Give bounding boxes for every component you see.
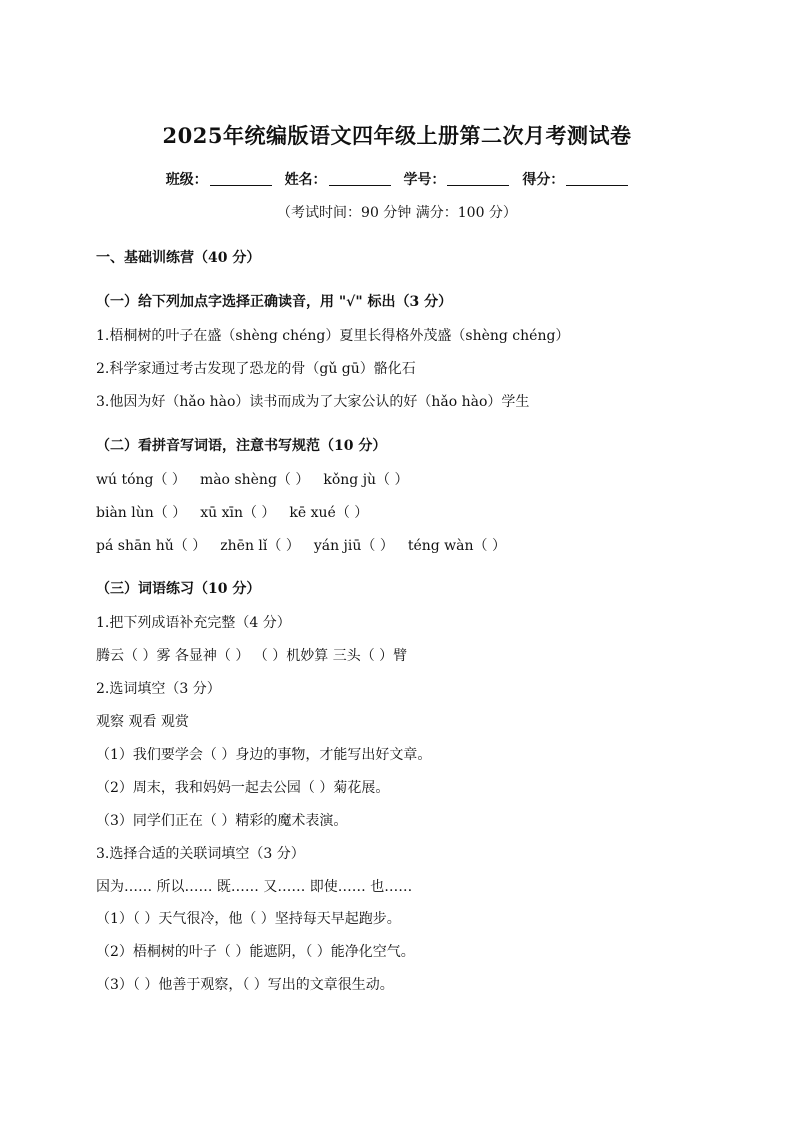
score-label: 得分： [522, 172, 565, 188]
exam-time-note: （考试时间：90 分钟 满分：100 分） [277, 205, 517, 221]
pinyin-item: kē xué（ ） [289, 505, 369, 521]
class-field [166, 169, 272, 189]
part1-heading: （一）给下列加点字选择正确读音，用 "√" 标出（3 分） [96, 294, 453, 310]
word-options: 观察 观看 观赏 [96, 714, 189, 730]
class-label: 班级： [165, 172, 208, 188]
fill-item: （1）（ ）天气很冷，他（ ）坚持每天早起跑步。 [96, 911, 401, 927]
fill-item: （2）周末，我和妈妈一起去公园（ ）菊花展。 [96, 780, 390, 796]
question-label: 3.选择合适的关联词填空（3 分） [96, 846, 305, 862]
pinyin-item: wú tóng（ ） [96, 472, 186, 488]
student-number-field [403, 169, 509, 189]
question-label: 1.把下列成语补充完整（4 分） [96, 615, 291, 631]
score-blank[interactable] [566, 173, 628, 186]
conjunction-options: 因为…… 所以…… 既…… 又…… 即使…… 也…… [96, 879, 413, 895]
pinyin-item: kǒng jù（ ） [323, 472, 409, 488]
pinyin-row [96, 471, 423, 489]
name-field [285, 169, 391, 189]
fill-item: （2）梧桐树的叶子（ ）能遮阴，（ ）能净化空气。 [96, 944, 415, 960]
name-blank[interactable] [329, 173, 391, 186]
student-number-blank[interactable] [447, 173, 509, 186]
pinyin-item: yán jiū（ ） [313, 538, 394, 554]
pinyin-row [96, 504, 382, 522]
fill-item: （3）（ ）他善于观察，（ ）写出的文章很生动。 [96, 977, 394, 993]
student-info-row [0, 169, 794, 189]
pinyin-item: xū xīn（ ） [200, 505, 276, 521]
pinyin-row [96, 537, 520, 555]
pinyin-item: téng wàn（ ） [407, 538, 506, 554]
name-label: 姓名： [284, 172, 327, 188]
part2-heading: （二）看拼音写词语，注意书写规范（10 分） [96, 438, 387, 454]
question-label: 2.选词填空（3 分） [96, 681, 221, 697]
fill-item: （3）同学们正在（ ）精彩的魔术表演。 [96, 813, 348, 829]
student-number-label: 学号： [403, 172, 446, 188]
part1-item: 2.科学家通过考古发现了恐龙的骨（gǔ gū）骼化石 [96, 361, 416, 377]
pinyin-item: mào shèng（ ） [199, 472, 310, 488]
part3-heading: （三）词语练习（10 分） [96, 581, 261, 597]
fill-item: （1）我们要学会（ ）身边的事物，才能写出好文章。 [96, 747, 432, 763]
part1-item: 1.梧桐树的叶子在盛（shèng chéng）夏里长得格外茂盛（shèng chéng） [96, 328, 570, 344]
section1-heading: 一、基础训练营（40 分） [96, 250, 261, 266]
exam-title: 2025年统编版语文四年级上册第二次月考测试卷 [162, 123, 632, 148]
pinyin-item: zhēn lǐ（ ） [220, 538, 300, 554]
score-field [522, 169, 628, 189]
pinyin-item: biàn lùn（ ） [96, 505, 187, 521]
pinyin-item: pá shān hǔ（ ） [96, 538, 207, 554]
part1-item: 3.他因为好（hǎo hào）读书而成为了大家公认的好（hǎo hào）学生 [96, 394, 530, 410]
idiom-blanks: 腾云（ ）雾 各显神（ ） （ ）机妙算 三头（ ）臂 [96, 648, 408, 664]
class-blank[interactable] [210, 173, 272, 186]
